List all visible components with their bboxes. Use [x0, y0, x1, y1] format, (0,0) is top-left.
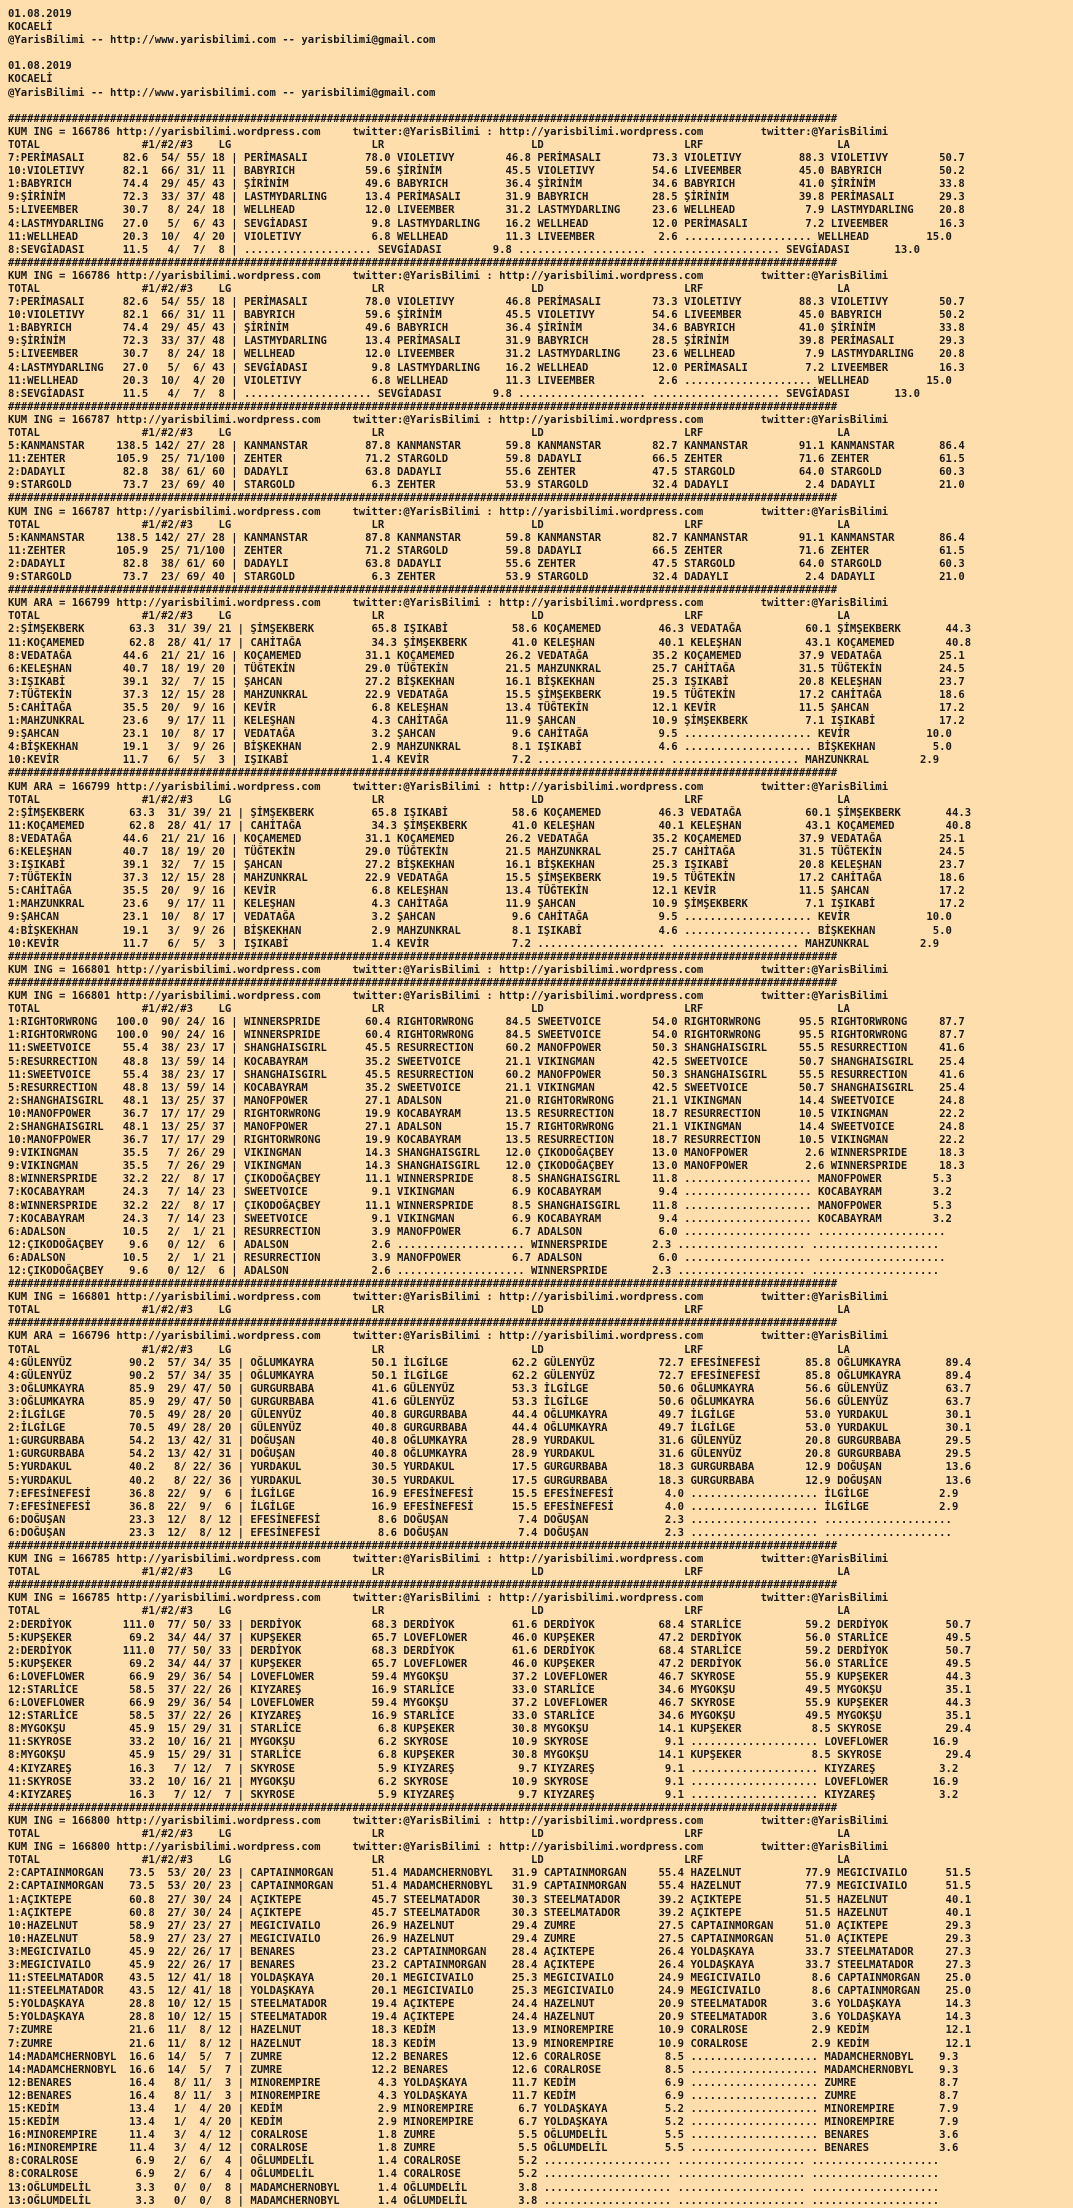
text-line: 4:LASTMYDARLING 27.0 5/ 6/ 43 | SEVGİADASI 9.8 LASTMYDARLING 16.2 WELLHEAD 12.0 PERİMASALI 7.2 LIVEEMBER 16.3 [8, 217, 965, 230]
text-line: TOTAL #1/#2/#3 LG LR LD LRF LA [8, 1566, 850, 1579]
text-line: 2:SHANGHAISGIRL 48.1 13/ 25/ 37 | MANOFPOWER 27.1 ADALSON 15.7 RIGHTORWRONG 21.1 VIKINGMAN 14.4 SWEETVOICE 24.8 [8, 1120, 965, 1133]
text-line: 4:LASTMYDARLING 27.0 5/ 6/ 43 | SEVGİADASI 9.8 LASTMYDARLING 16.2 WELLHEAD 12.0 PERİMASALI 7.2 LIVEEMBER 16.3 [8, 361, 965, 374]
text-line: 4:GÜLENYÜZ 90.2 57/ 34/ 35 | OĞLUMKAYRA 50.1 İLGİLGE 62.2 GÜLENYÜZ 72.7 EFESİNEFESİ 85.8 OĞLUMKAYRA 89.4 [8, 1356, 972, 1369]
separator-line: ################################################################################################################################## [8, 1317, 838, 1330]
text-line: 10:HAZELNUT 58.9 27/ 23/ 27 | MEGICIVAILO 26.9 HAZELNUT 29.4 ZUMRE 27.5 CAPTAINMORGAN 51.0 AÇIKTEPE 29.3 [8, 1932, 972, 1945]
text-line: 01.08.2019 [8, 8, 72, 20]
text-line: 2:ŞİMŞEKBERK 63.3 31/ 39/ 21 | ŞİMŞEKBERK 65.8 IŞIKABİ 58.6 KOÇAMEMED 46.3 VEDATAĞA 60.1 ŞİMŞEKBERK 44.3 [8, 806, 972, 819]
text-line: 1:RIGHTORWRONG 100.0 90/ 24/ 16 | WINNERSPRIDE 60.4 RIGHTORWRONG 84.5 SWEETVOICE 54.0 RIGHTORWRONG 95.5 RIGHTORWRONG 87.7 [8, 1029, 965, 1042]
text-line: 6:DOĞUŞAN 23.3 12/ 8/ 12 | EFESİNEFESİ 8.6 DOĞUŞAN 7.4 DOĞUŞAN 2.3 .................... .................... [8, 1526, 952, 1539]
text-line: 01.08.2019 [8, 60, 72, 73]
text-line: 11:WELLHEAD 20.3 10/ 4/ 20 | VIOLETIVY 6.8 WELLHEAD 11.3 LIVEEMBER 2.6 .................... WELLHEAD 15.0 [8, 230, 952, 243]
text-line: 11:WELLHEAD 20.3 10/ 4/ 20 | VIOLETIVY 6.8 WELLHEAD 11.3 LIVEEMBER 2.6 .................... WELLHEAD 15.0 [8, 374, 952, 387]
text-line: 10:MANOFPOWER 36.7 17/ 17/ 29 | RIGHTORWRONG 19.9 KOCABAYRAM 13.5 RESURRECTION 18.7 RESURRECTION 10.5 VIKINGMAN 22.2 [8, 1107, 965, 1120]
text-line: 1:AÇIKTEPE 60.8 27/ 30/ 24 | AÇIKTEPE 45.7 STEELMATADOR 30.3 STEELMATADOR 39.2 AÇIKTEPE 51.5 HAZELNUT 40.1 [8, 1893, 972, 1906]
text-line: 8:CORALROSE 6.9 2/ 6/ 4 | OĞLUMDELİL 1.4 CORALROSE 5.2 .................... .................... .................... [8, 2168, 940, 2181]
text-line: 5:YOLDAŞKAYA 28.8 10/ 12/ 15 | STEELMATADOR 19.4 AÇIKTEPE 24.4 HAZELNUT 20.9 STEELMATADOR 3.6 YOLDAŞKAYA 14.3 [8, 2011, 972, 2024]
text-line: 1:BABYRICH 74.4 29/ 45/ 43 | ŞİRİNİM 49.6 BABYRICH 36.4 ŞİRİNİM 34.6 BABYRICH 41.0 ŞİRİNİM 33.8 [8, 178, 965, 191]
text-line: 13:OĞLUMDELİL 3.3 0/ 0/ 8 | MADAMCHERNOBYL 1.4 OĞLUMDELİL 3.8 .................... .................... .................... [8, 2181, 940, 2194]
separator-line: ################################################################################################################################## [8, 256, 838, 269]
text-line: 6:LOVEFLOWER 66.9 29/ 36/ 54 | LOVEFLOWER 59.4 MYGOKŞU 37.2 LOVEFLOWER 46.7 SKYROSE 55.9 KUPŞEKER 44.3 [8, 1697, 972, 1710]
text-line: 15:KEDİM 13.4 1/ 4/ 20 | KEDİM 2.9 MINOREMPIRE 6.7 YOLDAŞKAYA 5.2 .................... MINOREMPIRE 7.9 [8, 2116, 959, 2129]
separator-line: ################################################################################################################################## [8, 1278, 838, 1291]
text-line: 7:ZUMRE 21.6 11/ 8/ 12 | HAZELNUT 18.3 KEDİM 13.9 MINOREMPIRE 10.9 CORALROSE 2.9 KEDİM 12.1 [8, 2024, 972, 2037]
text-line: 5:KANMANSTAR 138.5 142/ 27/ 28 | KANMANSTAR 87.8 KANMANSTAR 59.8 KANMANSTAR 82.7 KANMANSTAR 91.1 KANMANSTAR 86.4 [8, 440, 965, 453]
text-line: 7:KOCABAYRAM 24.3 7/ 14/ 23 | SWEETVOICE 9.1 VIKINGMAN 6.9 KOCABAYRAM 9.4 .................... KOCABAYRAM 3.2 [8, 1212, 952, 1225]
text-line: KUM ARA = 166799 http://yarisbilimi.wordpress.com twitter:@YarisBilimi : http://yarisbilimi.wordpress.com twitter:@YarisBilimi [8, 597, 889, 610]
text-line: 5:RESURRECTION 48.8 13/ 59/ 14 | KOCABAYRAM 35.2 SWEETVOICE 21.1 VIKINGMAN 42.5 SWEETVOICE 50.7 SHANGHAISGIRL 25.4 [8, 1081, 965, 1094]
text-line: @YarisBilimi -- http://www.yarisbilimi.com -- yarisbilimi@gmail.com [8, 86, 436, 99]
text-line: 10:VIOLETIVY 82.1 66/ 31/ 11 | BABYRICH 59.6 ŞİRİNİM 45.5 VIOLETIVY 54.6 LIVEEMBER 45.0 BABYRICH 50.2 [8, 165, 965, 178]
text-line: 6:KELEŞHAN 40.7 18/ 19/ 20 | TÜĞTEKİN 29.0 TÜĞTEKİN 21.5 MAHZUNKRAL 25.7 CAHİTAĞA 31.5 TÜĞTEKİN 24.5 [8, 846, 965, 858]
text-line: KUM ING = 166786 http://yarisbilimi.wordpress.com twitter:@YarisBilimi : http://yarisbilimi.wordpress.com twitter:@YarisBilimi [8, 125, 889, 138]
separator-line: ################################################################################################################################## [8, 584, 838, 597]
text-line: 2:ŞİMŞEKBERK 63.3 31/ 39/ 21 | ŞİMŞEKBERK 65.8 IŞIKABİ 58.6 KOÇAMEMED 46.3 VEDATAĞA 60.1 ŞİMŞEKBERK 44.3 [8, 623, 972, 636]
text-line: 10:KEVİR 11.7 6/ 5/ 3 | IŞIKABİ 1.4 KEVİR 7.2 .................... .................... MAHZUNKRAL 2.9 [8, 937, 940, 950]
text-line: 4:KIYZAREŞ 16.3 7/ 12/ 7 | SKYROSE 5.9 KIYZAREŞ 9.7 KIYZAREŞ 9.1 .................... KIYZAREŞ 3.2 [8, 1788, 959, 1801]
text-line: 12:BENARES 16.4 8/ 11/ 3 | MINOREMPIRE 4.3 YOLDAŞKAYA 11.7 KEDİM 6.9 .................... ZUMRE 8.7 [8, 2089, 959, 2102]
separator-line: ################################################################################################################################## [8, 976, 838, 989]
text-line: 1:RIGHTORWRONG 100.0 90/ 24/ 16 | WINNERSPRIDE 60.4 RIGHTORWRONG 84.5 SWEETVOICE 54.0 RIGHTORWRONG 95.5 RIGHTORWRONG 87.7 [8, 1016, 965, 1029]
text-line: KUM ING = 166800 http://yarisbilimi.wordpress.com twitter:@YarisBilimi : http://yarisbilimi.wordpress.com twitter:@YarisBilimi [8, 1814, 889, 1827]
text-line: 7:KOCABAYRAM 24.3 7/ 14/ 23 | SWEETVOICE 9.1 VIKINGMAN 6.9 KOCABAYRAM 9.4 .................... KOCABAYRAM 3.2 [8, 1186, 952, 1199]
text-line: KOCAELİ [8, 21, 53, 34]
text-line: 7:ZUMRE 21.6 11/ 8/ 12 | HAZELNUT 18.3 KEDİM 13.9 MINOREMPIRE 10.9 CORALROSE 2.9 KEDİM 12.1 [8, 2037, 972, 2050]
text-line: 8:CORALROSE 6.9 2/ 6/ 4 | OĞLUMDELİL 1.4 CORALROSE 5.2 .................... .................... .................... [8, 2155, 940, 2168]
text-line: 10:MANOFPOWER 36.7 17/ 17/ 29 | RIGHTORWRONG 19.9 KOCABAYRAM 13.5 RESURRECTION 18.7 RESURRECTION 10.5 VIKINGMAN 22.2 [8, 1134, 965, 1147]
text-line: TOTAL #1/#2/#3 LG LR LD LRF LA [8, 1343, 850, 1356]
text-line: KUM ING = 166801 http://yarisbilimi.wordpress.com twitter:@YarisBilimi : http://yarisbilimi.wordpress.com twitter:@YarisBilimi [8, 963, 889, 976]
text-line: 7:TÜĞTEKİN 37.3 12/ 15/ 28 | MAHZUNKRAL 22.9 VEDATAĞA 15.5 ŞİMŞEKBERK 19.5 TÜĞTEKİN 17.2 CAHİTAĞA 18.6 [8, 872, 965, 885]
text-line: 14:MADAMCHERNOBYL 16.6 14/ 5/ 7 | ZUMRE 12.2 BENARES 12.6 CORALROSE 8.5 .................... MADAMCHERNOBYL 9.3 [8, 2063, 959, 2076]
text-line: 8:MYGOKŞU 45.9 15/ 29/ 31 | STARLİCE 6.8 KUPŞEKER 30.8 MYGOKŞU 14.1 KUPŞEKER 8.5 SKYROSE 29.4 [8, 1749, 972, 1762]
separator-line: ################################################################################################################################## [8, 767, 838, 780]
text-line: TOTAL #1/#2/#3 LG LR LD LRF LA [8, 518, 850, 531]
text-line: 1:MAHZUNKRAL 23.6 9/ 17/ 11 | KELEŞHAN 4.3 CAHİTAĞA 11.9 ŞAHCAN 10.9 ŞİMŞEKBERK 7.1 IŞIKABİ 17.2 [8, 898, 965, 911]
text-line: 9:ŞAHCAN 23.1 10/ 8/ 17 | VEDATAĞA 3.2 ŞAHCAN 9.6 CAHİTAĞA 9.5 .................... KEVİR 10.0 [8, 911, 952, 924]
text-line: 9:ŞİRİNİM 72.3 33/ 37/ 48 | LASTMYDARLING 13.4 PERİMASALI 31.9 BABYRICH 28.5 ŞİRİNİM 39.8 PERİMASALI 29.3 [8, 335, 965, 348]
text-line: 10:VIOLETIVY 82.1 66/ 31/ 11 | BABYRICH 59.6 ŞİRİNİM 45.5 VIOLETIVY 54.6 LIVEEMBER 45.0 BABYRICH 50.2 [8, 309, 965, 322]
text-line: KOCAELİ [8, 73, 53, 86]
text-line: 16:MINOREMPIRE 11.4 3/ 4/ 12 | CORALROSE 1.8 ZUMRE 5.5 OĞLUMDELİL 5.5 .................... BENARES 3.6 [8, 2142, 959, 2155]
text-line: 3:IŞIKABİ 39.1 32/ 7/ 15 | ŞAHCAN 27.2 BİŞKEKHAN 16.1 BİŞKEKHAN 25.3 IŞIKABİ 20.8 KELEŞHAN 23.7 [8, 859, 965, 872]
text-line: 8:WINNERSPRIDE 32.2 22/ 8/ 17 | ÇIKODOĞAÇBEY 11.1 WINNERSPRIDE 8.5 SHANGHAISGIRL 11.8 .................... MANOFPOWER 5.3 [8, 1199, 952, 1212]
text-line: KUM ING = 166787 http://yarisbilimi.wordpress.com twitter:@YarisBilimi : http://yarisbilimi.wordpress.com twitter:@YarisBilimi [8, 413, 889, 426]
text-line: TOTAL #1/#2/#3 LG LR LD LRF LA [8, 610, 850, 623]
text-line: TOTAL #1/#2/#3 LG LR LD LRF LA [8, 1854, 850, 1867]
text-line: 4:KIYZAREŞ 16.3 7/ 12/ 7 | SKYROSE 5.9 KIYZAREŞ 9.7 KIYZAREŞ 9.1 .................... KIYZAREŞ 3.2 [8, 1762, 959, 1775]
text-line: 1:GURGURBABA 54.2 13/ 42/ 31 | DOĞUŞAN 40.8 OĞLUMKAYRA 28.9 YURDAKUL 31.6 GÜLENYÜZ 20.8 GURGURBABA 29.5 [8, 1435, 972, 1448]
text-line: 8:SEVGİADASI 11.5 4/ 7/ 8 | .................... SEVGİADASI 9.8 .................... .................... SEVGİADASI 13.0 [8, 243, 921, 256]
text-line: TOTAL #1/#2/#3 LG LR LD LRF LA [8, 1605, 850, 1618]
text-line: 5:CAHİTAĞA 35.5 20/ 9/ 16 | KEVİR 6.8 KELEŞHAN 13.4 TÜĞTEKİN 12.1 KEVİR 11.5 ŞAHCAN 17.2 [8, 885, 965, 898]
text-line: 5:LIVEEMBER 30.7 8/ 24/ 18 | WELLHEAD 12.0 LIVEEMBER 31.2 LASTMYDARLING 23.6 WELLHEAD 7.9 LASTMYDARLING 20.8 [8, 204, 965, 217]
text-line: 5:YURDAKUL 40.2 8/ 22/ 36 | YURDAKUL 30.5 YURDAKUL 17.5 GURGURBABA 18.3 GURGURBABA 12.9 DOĞUŞAN 13.6 [8, 1461, 972, 1474]
text-line: 15:KEDİM 13.4 1/ 4/ 20 | KEDİM 2.9 MINOREMPIRE 6.7 YOLDAŞKAYA 5.2 .................... MINOREMPIRE 7.9 [8, 2103, 959, 2115]
text-line: KUM ING = 166786 http://yarisbilimi.wordpress.com twitter:@YarisBilimi : http://yarisbilimi.wordpress.com twitter:@YarisBilimi [8, 269, 889, 282]
text-line: TOTAL #1/#2/#3 LG LR LD LRF LA [8, 1304, 850, 1317]
text-line: 11:SKYROSE 33.2 10/ 16/ 21 | MYGOKŞU 6.2 SKYROSE 10.9 SKYROSE 9.1 .................... LOVEFLOWER 16.9 [8, 1775, 959, 1788]
text-line: 5:RESURRECTION 48.8 13/ 59/ 14 | KOCABAYRAM 35.2 SWEETVOICE 21.1 VIKINGMAN 42.5 SWEETVOICE 50.7 SHANGHAISGIRL 25.4 [8, 1055, 965, 1068]
text-line: 6:KELEŞHAN 40.7 18/ 19/ 20 | TÜĞTEKİN 29.0 TÜĞTEKİN 21.5 MAHZUNKRAL 25.7 CAHİTAĞA 31.5 TÜĞTEKİN 24.5 [8, 662, 965, 675]
separator-line: ################################################################################################################################## [8, 1539, 838, 1552]
text-line: 2:İLGİLGE 70.5 49/ 28/ 20 | GÜLENYÜZ 40.8 GURGURBABA 44.4 OĞLUMKAYRA 49.7 İLGİLGE 53.0 YURDAKUL 30.1 [8, 1422, 972, 1435]
text-line: 5:YURDAKUL 40.2 8/ 22/ 36 | YURDAKUL 30.5 YURDAKUL 17.5 GURGURBABA 18.3 GURGURBABA 12.9 DOĞUŞAN 13.6 [8, 1474, 972, 1487]
separator-line: ################################################################################################################################## [8, 492, 838, 505]
text-line: 8:VEDATAĞA 44.6 21/ 21/ 16 | KOÇAMEMED 31.1 KOÇAMEMED 26.2 VEDATAĞA 35.2 KOÇAMEMED 37.9 VEDATAĞA 25.1 [8, 649, 965, 662]
text-line [8, 100, 1065, 113]
text-line: KUM ING = 166785 http://yarisbilimi.wordpress.com twitter:@YarisBilimi : http://yarisbilimi.wordpress.com twitter:@YarisBilimi [8, 1553, 889, 1566]
separator-line: ################################################################################################################################## [8, 400, 838, 413]
text-line: 4:BİŞKEKHAN 19.1 3/ 9/ 26 | BİŞKEKHAN 2.9 MAHZUNKRAL 8.1 IŞIKABİ 4.6 .................... BİŞKEKHAN 5.0 [8, 741, 952, 754]
text-line: 2:CAPTAINMORGAN 73.5 53/ 20/ 23 | CAPTAINMORGAN 51.4 MADAMCHERNOBYL 31.9 CAPTAINMORGAN 55.4 HAZELNUT 77.9 MEGICIVAILO 51.5 [8, 1880, 972, 1893]
text-line: 5:YOLDAŞKAYA 28.8 10/ 12/ 15 | STEELMATADOR 19.4 AÇIKTEPE 24.4 HAZELNUT 20.9 STEELMATADOR 3.6 YOLDAŞKAYA 14.3 [8, 1998, 972, 2011]
text-line: 13:OĞLUMDELİL 3.3 0/ 0/ 8 | MADAMCHERNOBYL 1.4 OĞLUMDELİL 3.8 .................... .................... .................... [8, 2194, 940, 2207]
text-line: 8:WINNERSPRIDE 32.2 22/ 8/ 17 | ÇIKODOĞAÇBEY 11.1 WINNERSPRIDE 8.5 SHANGHAISGIRL 11.8 .................... MANOFPOWER 5.3 [8, 1173, 952, 1186]
text-line: 7:EFESİNEFESİ 36.8 22/ 9/ 6 | İLGİLGE 16.9 EFESİNEFESİ 15.5 EFESİNEFESİ 4.0 .................... İLGİLGE 2.9 [8, 1487, 959, 1500]
text-line: KUM ING = 166800 http://yarisbilimi.wordpress.com twitter:@YarisBilimi : http://yarisbilimi.wordpress.com twitter:@YarisBilimi [8, 1841, 889, 1854]
text-line: 5:LIVEEMBER 30.7 8/ 24/ 18 | WELLHEAD 12.0 LIVEEMBER 31.2 LASTMYDARLING 23.6 WELLHEAD 7.9 LASTMYDARLING 20.8 [8, 348, 965, 361]
text-line: 3:IŞIKABİ 39.1 32/ 7/ 15 | ŞAHCAN 27.2 BİŞKEKHAN 16.1 BİŞKEKHAN 25.3 IŞIKABİ 20.8 KELEŞHAN 23.7 [8, 675, 965, 688]
text-line: 11:ZEHTER 105.9 25/ 71/100 | ZEHTER 71.2 STARGOLD 59.8 DADAYLI 66.5 ZEHTER 71.6 ZEHTER 61.5 [8, 453, 965, 466]
text-line: 3:MEGICIVAILO 45.9 22/ 26/ 17 | BENARES 23.2 CAPTAINMORGAN 28.4 AÇIKTEPE 26.4 YOLDAŞKAYA 33.7 STEELMATADOR 27.3 [8, 1958, 972, 1971]
separator-line: ################################################################################################################################## [8, 1801, 838, 1814]
text-line: 2:DADAYLI 82.8 38/ 61/ 60 | DADAYLI 63.8 DADAYLI 55.6 ZEHTER 47.5 STARGOLD 64.0 STARGOLD 60.3 [8, 466, 965, 479]
text-line: 1:MAHZUNKRAL 23.6 9/ 17/ 11 | KELEŞHAN 4.3 CAHİTAĞA 11.9 ŞAHCAN 10.9 ŞİMŞEKBERK 7.1 IŞIKABİ 17.2 [8, 715, 965, 728]
text-line: @YarisBilimi -- http://www.yarisbilimi.com -- yarisbilimi@gmail.com [8, 34, 436, 47]
text-line: 10:KEVİR 11.7 6/ 5/ 3 | IŞIKABİ 1.4 KEVİR 7.2 .................... .................... MAHZUNKRAL 2.9 [8, 754, 940, 767]
text-line: TOTAL #1/#2/#3 LG LR LD LRF LA [8, 1828, 850, 1841]
text-line: 11:SKYROSE 33.2 10/ 16/ 21 | MYGOKŞU 6.2 SKYROSE 10.9 SKYROSE 9.1 .................... LOVEFLOWER 16.9 [8, 1736, 959, 1749]
text-line: 4:GÜLENYÜZ 90.2 57/ 34/ 35 | OĞLUMKAYRA 50.1 İLGİLGE 62.2 GÜLENYÜZ 72.7 EFESİNEFESİ 85.8 OĞLUMKAYRA 89.4 [8, 1369, 972, 1382]
text-line: KUM ARA = 166796 http://yarisbilimi.wordpress.com twitter:@YarisBilimi : http://yarisbilimi.wordpress.com twitter:@YarisBilimi [8, 1330, 889, 1343]
text-line: 8:VEDATAĞA 44.6 21/ 21/ 16 | KOÇAMEMED 31.1 KOÇAMEMED 26.2 VEDATAĞA 35.2 KOÇAMEMED 37.9 VEDATAĞA 25.1 [8, 832, 965, 845]
text-line: TOTAL #1/#2/#3 LG LR LD LRF LA [8, 427, 850, 439]
text-line: 3:OĞLUMKAYRA 85.9 29/ 47/ 50 | GURGURBABA 41.6 GÜLENYÜZ 53.3 İLGİLGE 50.6 OĞLUMKAYRA 56.6 GÜLENYÜZ 63.7 [8, 1382, 972, 1395]
text-line: 9:STARGOLD 73.7 23/ 69/ 40 | STARGOLD 6.3 ZEHTER 53.9 STARGOLD 32.4 DADAYLI 2.4 DADAYLI 21.0 [8, 571, 965, 584]
text-line: 11:STEELMATADOR 43.5 12/ 41/ 18 | YOLDAŞKAYA 20.1 MEGICIVAILO 25.3 MEGICIVAILO 24.9 MEGICIVAILO 8.6 CAPTAINMORGAN 25.0 [8, 1985, 972, 1998]
text-line: 6:DOĞUŞAN 23.3 12/ 8/ 12 | EFESİNEFESİ 8.6 DOĞUŞAN 7.4 DOĞUŞAN 2.3 .................... .................... [8, 1513, 952, 1526]
text-line: 7:PERİMASALI 82.6 54/ 55/ 18 | PERİMASALI 78.0 VIOLETIVY 46.8 PERİMASALI 73.3 VIOLETIVY 88.3 VIOLETIVY 50.7 [8, 152, 965, 165]
text-line: TOTAL #1/#2/#3 LG LR LD LRF LA [8, 138, 850, 151]
text-line: 2:CAPTAINMORGAN 73.5 53/ 20/ 23 | CAPTAINMORGAN 51.4 MADAMCHERNOBYL 31.9 CAPTAINMORGAN 55.4 HAZELNUT 77.9 MEGICIVAILO 51.5 [8, 1867, 972, 1880]
text-line: 3:OĞLUMKAYRA 85.9 29/ 47/ 50 | GURGURBABA 41.6 GÜLENYÜZ 53.3 İLGİLGE 50.6 OĞLUMKAYRA 56.6 GÜLENYÜZ 63.7 [8, 1395, 972, 1408]
separator-line: ################################################################################################################################## [8, 950, 838, 963]
text-line: KUM ING = 166801 http://yarisbilimi.wordpress.com twitter:@YarisBilimi : http://yarisbilimi.wordpress.com twitter:@YarisBilimi [8, 1291, 889, 1304]
text-line: 5:KANMANSTAR 138.5 142/ 27/ 28 | KANMANSTAR 87.8 KANMANSTAR 59.8 KANMANSTAR 82.7 KANMANSTAR 91.1 KANMANSTAR 86.4 [8, 531, 965, 544]
text-line: 9:STARGOLD 73.7 23/ 69/ 40 | STARGOLD 6.3 ZEHTER 53.9 STARGOLD 32.4 DADAYLI 2.4 DADAYLI 21.0 [8, 479, 965, 492]
text-line: 2:İLGİLGE 70.5 49/ 28/ 20 | GÜLENYÜZ 40.8 GURGURBABA 44.4 OĞLUMKAYRA 49.7 İLGİLGE 53.0 YURDAKUL 30.1 [8, 1409, 972, 1422]
separator-line: ################################################################################################################################## [8, 112, 838, 125]
text-line: 7:TÜĞTEKİN 37.3 12/ 15/ 28 | MAHZUNKRAL 22.9 VEDATAĞA 15.5 ŞİMŞEKBERK 19.5 TÜĞTEKİN 17.2 CAHİTAĞA 18.6 [8, 688, 965, 701]
text-line: 6:ADALSON 10.5 2/ 1/ 21 | RESURRECTION 3.9 MANOFPOWER 6.7 ADALSON 6.0 .................... .................... [8, 1251, 946, 1264]
text-line: 5:KUPŞEKER 69.2 34/ 44/ 37 | KUPŞEKER 65.7 LOVEFLOWER 46.0 KUPŞEKER 47.2 DERDİYOK 56.0 STARLİCE 49.5 [8, 1657, 972, 1670]
text-line: 14:MADAMCHERNOBYL 16.6 14/ 5/ 7 | ZUMRE 12.2 BENARES 12.6 CORALROSE 8.5 .................... MADAMCHERNOBYL 9.3 [8, 2050, 959, 2063]
text-line: KUM ING = 166787 http://yarisbilimi.wordpress.com twitter:@YarisBilimi : http://yarisbilimi.wordpress.com twitter:@YarisBilimi [8, 505, 889, 518]
text-line: 11:ZEHTER 105.9 25/ 71/100 | ZEHTER 71.2 STARGOLD 59.8 DADAYLI 66.5 ZEHTER 71.6 ZEHTER 61.5 [8, 544, 965, 557]
text-line: 1:GURGURBABA 54.2 13/ 42/ 31 | DOĞUŞAN 40.8 OĞLUMKAYRA 28.9 YURDAKUL 31.6 GÜLENYÜZ 20.8 GURGURBABA 29.5 [8, 1448, 972, 1461]
text-line: 10:HAZELNUT 58.9 27/ 23/ 27 | MEGICIVAILO 26.9 HAZELNUT 29.4 ZUMRE 27.5 CAPTAINMORGAN 51.0 AÇIKTEPE 29.3 [8, 1919, 972, 1932]
text-line: 9:ŞAHCAN 23.1 10/ 8/ 17 | VEDATAĞA 3.2 ŞAHCAN 9.6 CAHİTAĞA 9.5 .................... KEVİR 10.0 [8, 728, 952, 741]
text-line: TOTAL #1/#2/#3 LG LR LD LRF LA [8, 1003, 850, 1016]
text-line: 5:CAHİTAĞA 35.5 20/ 9/ 16 | KEVİR 6.8 KELEŞHAN 13.4 TÜĞTEKİN 12.1 KEVİR 11.5 ŞAHCAN 17.2 [8, 701, 965, 714]
text-line: 6:LOVEFLOWER 66.9 29/ 36/ 54 | LOVEFLOWER 59.4 MYGOKŞU 37.2 LOVEFLOWER 46.7 SKYROSE 55.9 KUPŞEKER 44.3 [8, 1670, 972, 1683]
text-line: TOTAL #1/#2/#3 LG LR LD LRF LA [8, 282, 850, 295]
text-line: 11:SWEETVOICE 55.4 38/ 23/ 17 | SHANGHAISGIRL 45.5 RESURRECTION 60.2 MANOFPOWER 50.3 SHANGHAISGIRL 55.5 RESURRECTION 41.6 [8, 1068, 965, 1081]
text-line: 2:DERDİYOK 111.0 77/ 50/ 33 | DERDİYOK 68.3 DERDİYOK 61.6 DERDİYOK 68.4 STARLİCE 59.2 DERDİYOK 50.7 [8, 1644, 972, 1657]
text-line: 12:STARLİCE 58.5 37/ 22/ 26 | KIYZAREŞ 16.9 STARLİCE 33.0 STARLİCE 34.6 MYGOKŞU 49.5 MYGOKŞU 35.1 [8, 1710, 972, 1723]
text-line: 11:KOÇAMEMED 62.8 28/ 41/ 17 | CAHİTAĞA 34.3 ŞİMŞEKBERK 41.0 KELEŞHAN 40.1 KELEŞHAN 43.1 KOÇAMEMED 40.8 [8, 819, 972, 832]
text-line: 4:BİŞKEKHAN 19.1 3/ 9/ 26 | BİŞKEKHAN 2.9 MAHZUNKRAL 8.1 IŞIKABİ 4.6 .................... BİŞKEKHAN 5.0 [8, 924, 952, 937]
text-line: KUM ARA = 166799 http://yarisbilimi.wordpress.com twitter:@YarisBilimi : http://yarisbilimi.wordpress.com twitter:@YarisBilimi [8, 780, 889, 793]
text-line: 1:BABYRICH 74.4 29/ 45/ 43 | ŞİRİNİM 49.6 BABYRICH 36.4 ŞİRİNİM 34.6 BABYRICH 41.0 ŞİRİNİM 33.8 [8, 322, 965, 335]
text-line: 16:MINOREMPIRE 11.4 3/ 4/ 12 | CORALROSE 1.8 ZUMRE 5.5 OĞLUMDELİL 5.5 .................... BENARES 3.6 [8, 2129, 959, 2142]
text-line: 6:ADALSON 10.5 2/ 1/ 21 | RESURRECTION 3.9 MANOFPOWER 6.7 ADALSON 6.0 .................... .................... [8, 1225, 946, 1238]
text-line: 8:SEVGİADASI 11.5 4/ 7/ 8 | .................... SEVGİADASI 9.8 .................... .................... SEVGİADASI 13.0 [8, 387, 921, 400]
text-line [8, 47, 1065, 60]
text-line: 5:KUPŞEKER 69.2 34/ 44/ 37 | KUPŞEKER 65.7 LOVEFLOWER 46.0 KUPŞEKER 47.2 DERDİYOK 56.0 STARLİCE 49.5 [8, 1631, 972, 1644]
text-line: 3:MEGICIVAILO 45.9 22/ 26/ 17 | BENARES 23.2 CAPTAINMORGAN 28.4 AÇIKTEPE 26.4 YOLDAŞKAYA 33.7 STEELMATADOR 27.3 [8, 1945, 972, 1958]
text-line: KUM ING = 166801 http://yarisbilimi.wordpress.com twitter:@YarisBilimi : http://yarisbilimi.wordpress.com twitter:@YarisBilimi [8, 990, 889, 1003]
text-line: 7:EFESİNEFESİ 36.8 22/ 9/ 6 | İLGİLGE 16.9 EFESİNEFESİ 15.5 EFESİNEFESİ 4.0 .................... İLGİLGE 2.9 [8, 1500, 959, 1513]
separator-line: ################################################################################################################################## [8, 1579, 838, 1592]
text-line: 2:DADAYLI 82.8 38/ 61/ 60 | DADAYLI 63.8 DADAYLI 55.6 ZEHTER 47.5 STARGOLD 64.0 STARGOLD 60.3 [8, 557, 965, 570]
text-line: 9:ŞİRİNİM 72.3 33/ 37/ 48 | LASTMYDARLING 13.4 PERİMASALI 31.9 BABYRICH 28.5 ŞİRİNİM 39.8 PERİMASALI 29.3 [8, 191, 965, 204]
text-line: 2:SHANGHAISGIRL 48.1 13/ 25/ 37 | MANOFPOWER 27.1 ADALSON 21.0 RIGHTORWRONG 21.1 VIKINGMAN 14.4 SWEETVOICE 24.8 [8, 1094, 965, 1107]
text-line: 8:MYGOKŞU 45.9 15/ 29/ 31 | STARLİCE 6.8 KUPŞEKER 30.8 MYGOKŞU 14.1 KUPŞEKER 8.5 SKYROSE 29.4 [8, 1723, 972, 1736]
text-line: 9:VIKINGMAN 35.5 7/ 26/ 29 | VIKINGMAN 14.3 SHANGHAISGIRL 12.0 ÇIKODOĞAÇBEY 13.0 MANOFPOWER 2.6 WINNERSPRIDE 18.3 [8, 1147, 965, 1160]
text-line: 2:DERDİYOK 111.0 77/ 50/ 33 | DERDİYOK 68.3 DERDİYOK 61.6 DERDİYOK 68.4 STARLİCE 59.2 DERDİYOK 50.7 [8, 1618, 972, 1631]
text-line: 12:STARLİCE 58.5 37/ 22/ 26 | KIYZAREŞ 16.9 STARLİCE 33.0 STARLİCE 34.6 MYGOKŞU 49.5 MYGOKŞU 35.1 [8, 1684, 972, 1696]
text-line: 1:AÇIKTEPE 60.8 27/ 30/ 24 | AÇIKTEPE 45.7 STEELMATADOR 30.3 STEELMATADOR 39.2 AÇIKTEPE 51.5 HAZELNUT 40.1 [8, 1906, 972, 1919]
text-line: 12:BENARES 16.4 8/ 11/ 3 | MINOREMPIRE 4.3 YOLDAŞKAYA 11.7 KEDİM 6.9 .................... ZUMRE 8.7 [8, 2076, 959, 2089]
text-line: TOTAL #1/#2/#3 LG LR LD LRF LA [8, 793, 850, 806]
text-line: 7:PERİMASALI 82.6 54/ 55/ 18 | PERİMASALI 78.0 VIOLETIVY 46.8 PERİMASALI 73.3 VIOLETIVY 88.3 VIOLETIVY 50.7 [8, 296, 965, 309]
text-line: 11:SWEETVOICE 55.4 38/ 23/ 17 | SHANGHAISGIRL 45.5 RESURRECTION 60.2 MANOFPOWER 50.3 SHANGHAISGIRL 55.5 RESURRECTION 41.6 [8, 1042, 965, 1055]
text-line: 11:STEELMATADOR 43.5 12/ 41/ 18 | YOLDAŞKAYA 20.1 MEGICIVAILO 25.3 MEGICIVAILO 24.9 MEGICIVAILO 8.6 CAPTAINMORGAN 25.0 [8, 1972, 972, 1985]
text-line: 12:ÇIKODOĞAÇBEY 9.6 0/ 12/ 6 | ADALSON 2.6 .................... WINNERSPRIDE 2.3 .................... .................... [8, 1265, 940, 1277]
text-line: KUM ING = 166785 http://yarisbilimi.wordpress.com twitter:@YarisBilimi : http://yarisbilimi.wordpress.com twitter:@YarisBilimi [8, 1592, 889, 1605]
text-line: 9:VIKINGMAN 35.5 7/ 26/ 29 | VIKINGMAN 14.3 SHANGHAISGIRL 12.0 ÇIKODOĞAÇBEY 13.0 MANOFPOWER 2.6 WINNERSPRIDE 18.3 [8, 1160, 965, 1173]
text-line: 11:KOÇAMEMED 62.8 28/ 41/ 17 | CAHİTAĞA 34.3 ŞİMŞEKBERK 41.0 KELEŞHAN 40.1 KELEŞHAN 43.1 KOÇAMEMED 40.8 [8, 636, 972, 649]
text-line: 12:ÇIKODOĞAÇBEY 9.6 0/ 12/ 6 | ADALSON 2.6 .................... WINNERSPRIDE 2.3 .................... .................... [8, 1238, 940, 1251]
